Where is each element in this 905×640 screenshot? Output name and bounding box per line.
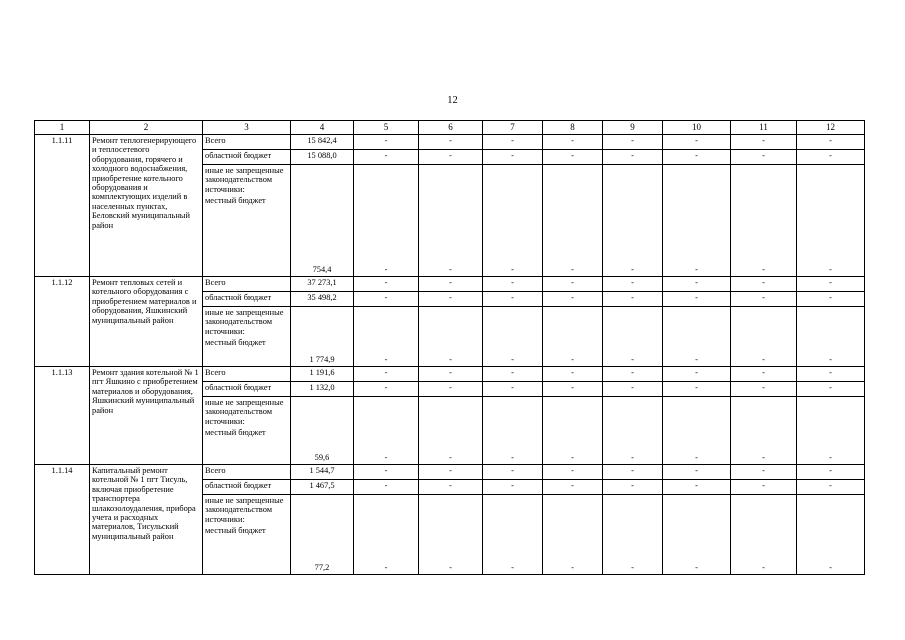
funding-source-label: иные не запрещенные законодательством источники: [205,496,284,524]
funding-source-label: Всего [205,368,226,377]
funding-value: 59,6 [291,397,354,465]
empty-value-dash: - [354,150,419,165]
empty-value-dash: - [663,397,731,465]
empty-value-dash: - [543,135,603,150]
empty-value-dash: - [797,165,865,277]
funding-value: 35 498,2 [291,292,354,307]
funding-value: 15 842,4 [291,135,354,150]
empty-value-dash: - [354,382,419,397]
header-cell: 10 [663,121,731,135]
empty-value-dash: - [797,307,865,367]
empty-value-dash: - [797,277,865,292]
program-table [34,120,865,575]
empty-value-dash: - [483,382,543,397]
funding-source [203,292,291,307]
empty-value-dash: - [354,495,419,575]
funding-source [203,307,291,367]
funding-source-label: Всего [205,466,226,475]
empty-value-dash: - [731,397,797,465]
empty-value-dash: - [663,292,731,307]
item-name: Ремонт тепловых сетей и котельного оборудования с приобретением материалов и оборудования, Яшкинский муниципальный район [90,277,203,367]
empty-value-dash: - [354,292,419,307]
empty-value-dash: - [663,367,731,382]
empty-value-dash: - [354,307,419,367]
empty-value-dash: - [354,277,419,292]
empty-value-dash: - [603,480,663,495]
item-code: 1.1.14 [35,465,90,575]
funding-source-sublabel: местный бюджет [205,196,266,206]
empty-value-dash: - [797,292,865,307]
empty-value-dash: - [419,495,483,575]
empty-value-dash: - [731,277,797,292]
page-number: 12 [447,95,458,106]
funding-value: 1 467,5 [291,480,354,495]
item-name: Ремонт теплогенерирующего и теплосетевого оборудования, горячего и холодного водоснабжения, приобретение котельного оборудования и комплектующих изделий в населенных пунктах, Беловский муниципальный район [90,135,203,277]
funding-source [203,397,291,465]
funding-value: 754,4 [291,165,354,277]
empty-value-dash: - [354,480,419,495]
table-row [35,135,865,150]
empty-value-dash: - [483,165,543,277]
empty-value-dash: - [419,277,483,292]
empty-value-dash: - [797,382,865,397]
empty-value-dash: - [543,150,603,165]
table-row [35,277,865,292]
empty-value-dash: - [419,382,483,397]
empty-value-dash: - [419,165,483,277]
empty-value-dash: - [603,150,663,165]
funding-source [203,480,291,495]
empty-value-dash: - [354,367,419,382]
empty-value-dash: - [797,397,865,465]
item-name: Капитальный ремонт котельной № 1 пгт Тисуль, включая приобретение транспортера шлакозолоудаления, прибора учета и расходных материалов, Тисульский муниципальный район [90,465,203,575]
funding-source [203,277,291,292]
funding-source [203,135,291,150]
header-cell: 2 [90,121,203,135]
empty-value-dash: - [483,292,543,307]
funding-value: 1 774,9 [291,307,354,367]
header-cell: 12 [797,121,865,135]
empty-value-dash: - [419,307,483,367]
empty-value-dash: - [663,307,731,367]
empty-value-dash: - [354,397,419,465]
empty-value-dash: - [419,465,483,480]
table-row [35,367,865,382]
funding-source-sublabel: местный бюджет [205,338,266,348]
empty-value-dash: - [663,465,731,480]
empty-value-dash: - [663,480,731,495]
empty-value-dash: - [731,135,797,150]
empty-value-dash: - [543,277,603,292]
empty-value-dash: - [419,367,483,382]
empty-value-dash: - [603,307,663,367]
funding-source-label: иные не запрещенные законодательством источники: [205,308,284,336]
funding-value: 15 088,0 [291,150,354,165]
empty-value-dash: - [603,165,663,277]
empty-value-dash: - [603,382,663,397]
empty-value-dash: - [483,150,543,165]
table-row [35,465,865,480]
funding-source-sublabel: местный бюджет [205,428,266,438]
empty-value-dash: - [731,480,797,495]
empty-value-dash: - [603,277,663,292]
empty-value-dash: - [419,150,483,165]
header-cell: 6 [419,121,483,135]
empty-value-dash: - [543,367,603,382]
empty-value-dash: - [354,165,419,277]
item-name: Ремонт здания котельной № 1 пгт Яшкино с приобретением материалов и оборудования, Яшкинский муниципальный район [90,367,203,465]
empty-value-dash: - [483,495,543,575]
item-code: 1.1.12 [35,277,90,367]
empty-value-dash: - [543,480,603,495]
item-code: 1.1.11 [35,135,90,277]
header-cell: 7 [483,121,543,135]
empty-value-dash: - [663,135,731,150]
empty-value-dash: - [483,480,543,495]
empty-value-dash: - [797,495,865,575]
empty-value-dash: - [731,465,797,480]
empty-value-dash: - [543,292,603,307]
empty-value-dash: - [797,465,865,480]
empty-value-dash: - [731,367,797,382]
empty-value-dash: - [419,480,483,495]
empty-value-dash: - [543,165,603,277]
empty-value-dash: - [603,495,663,575]
header-cell: 3 [203,121,291,135]
header-cell: 8 [543,121,603,135]
empty-value-dash: - [543,307,603,367]
funding-source [203,150,291,165]
funding-source-label: областной бюджет [205,481,272,490]
empty-value-dash: - [483,307,543,367]
funding-source-label: Всего [205,278,226,287]
funding-source-label: иные не запрещенные законодательством источники: [205,166,284,194]
empty-value-dash: - [603,367,663,382]
empty-value-dash: - [483,397,543,465]
empty-value-dash: - [483,465,543,480]
empty-value-dash: - [731,495,797,575]
empty-value-dash: - [483,277,543,292]
empty-value-dash: - [797,480,865,495]
funding-source-label: областной бюджет [205,383,272,392]
funding-value: 1 132,0 [291,382,354,397]
header-cell: 1 [35,121,90,135]
empty-value-dash: - [603,465,663,480]
empty-value-dash: - [543,397,603,465]
empty-value-dash: - [419,397,483,465]
header-cell: 5 [354,121,419,135]
empty-value-dash: - [419,292,483,307]
empty-value-dash: - [663,495,731,575]
funding-value: 37 273,1 [291,277,354,292]
header-cell: 9 [603,121,663,135]
funding-source [203,465,291,480]
funding-source [203,165,291,277]
empty-value-dash: - [354,135,419,150]
empty-value-dash: - [797,150,865,165]
funding-source [203,382,291,397]
empty-value-dash: - [731,307,797,367]
header-row [35,121,865,135]
table-body [35,135,865,575]
empty-value-dash: - [663,277,731,292]
empty-value-dash: - [543,465,603,480]
header-cell: 11 [731,121,797,135]
empty-value-dash: - [543,495,603,575]
empty-value-dash: - [731,165,797,277]
funding-source-sublabel: местный бюджет [205,526,266,536]
funding-source [203,495,291,575]
empty-value-dash: - [731,382,797,397]
empty-value-dash: - [603,397,663,465]
empty-value-dash: - [603,292,663,307]
item-code: 1.1.13 [35,367,90,465]
empty-value-dash: - [543,382,603,397]
funding-source-label: областной бюджет [205,293,272,302]
empty-value-dash: - [354,465,419,480]
funding-source-label: Всего [205,136,226,145]
empty-value-dash: - [731,292,797,307]
empty-value-dash: - [797,367,865,382]
empty-value-dash: - [797,135,865,150]
funding-source [203,367,291,382]
empty-value-dash: - [483,367,543,382]
funding-value: 1 544,7 [291,465,354,480]
empty-value-dash: - [731,150,797,165]
funding-source-label: иные не запрещенные законодательством источники: [205,398,284,426]
empty-value-dash: - [663,382,731,397]
empty-value-dash: - [663,150,731,165]
empty-value-dash: - [483,135,543,150]
header-cell: 4 [291,121,354,135]
empty-value-dash: - [603,135,663,150]
funding-value: 77,2 [291,495,354,575]
empty-value-dash: - [663,165,731,277]
empty-value-dash: - [419,135,483,150]
funding-source-label: областной бюджет [205,151,272,160]
funding-value: 1 191,6 [291,367,354,382]
